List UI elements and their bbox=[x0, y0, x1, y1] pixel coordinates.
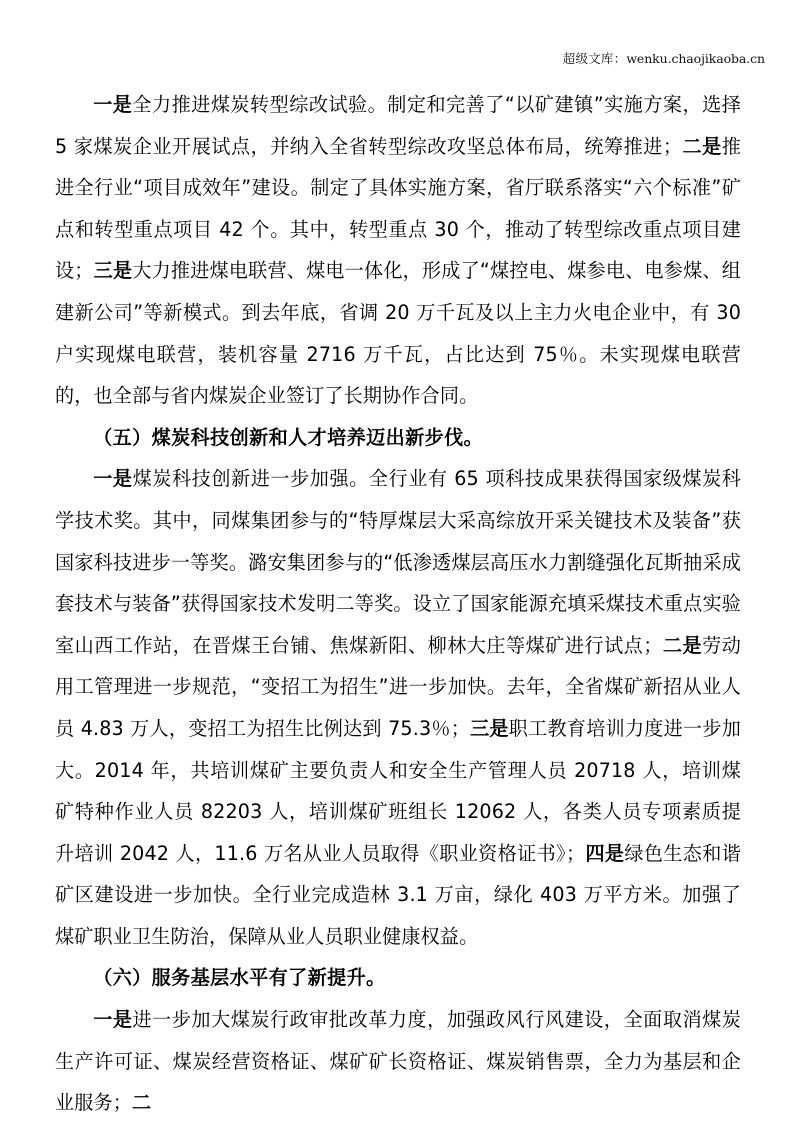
enumerator-label: 一是 bbox=[93, 467, 133, 491]
document-body bbox=[55, 84, 741, 1124]
body-text-run: 绿色生态和谐矿区建设进一步加快。全行业完成造林 3.1 万亩，绿化 403 万平方米。加强了煤矿职业卫生防治，保障从业人员职业健康权益。 bbox=[55, 841, 741, 948]
header-url: wenku.chaojikaoba.cn bbox=[626, 51, 765, 66]
paragraph-coal-transformation bbox=[55, 84, 741, 417]
body-text-run: 职工教育培训力度进一步加大。2014 年，共培训煤矿主要负责人和安全生产管理人员 20718 人，培训煤矿特种作业人员 82203 人，培训煤矿班组长 12062 人，各类人员专项素质提升培训 2042 人，11.6 万名从业人员取得《职业资格证书》； bbox=[55, 716, 741, 865]
body-text-run: 进一步加大煤炭行政审批改革力度，加强政风行风建设，全面取消煤炭生产许可证、煤炭经营资格证、煤矿矿长资格证、煤炭销售票，全力为基层和企业服务； bbox=[55, 1008, 741, 1115]
paragraph-science-talent bbox=[55, 458, 741, 957]
enumerator-label: 二 bbox=[131, 1091, 152, 1115]
header-label: 超级文库： bbox=[562, 51, 627, 66]
enumerator-label: 四是 bbox=[585, 841, 625, 865]
page-running-header bbox=[305, 50, 765, 68]
enumerator-label: 二是 bbox=[682, 134, 722, 158]
body-text-run: 大力推进煤电联营、煤电一体化，形成了“煤控电、煤参电、电参煤、组建新公司”等新模式。到去年底，省调 20 万千瓦及以上主力火电企业中，有 30 户实现煤电联营，装机容量 2716 万千瓦，占比达到 75％。未实现煤电联营的，也全部与省内煤炭企业签订了长期协作合同。 bbox=[55, 259, 741, 408]
body-text-run: 劳动用工管理进一步规范，“变招工为招生”进一步加快。去年，全省煤矿新招从业人员 4.83 万人，变招工为招生比例达到 75.3％； bbox=[55, 633, 741, 740]
enumerator-label: 一是 bbox=[93, 1008, 133, 1032]
body-text-run: 全力推进煤炭转型综改试验。制定和完善了“以矿建镇”实施方案，选择 5 家煤炭企业开展试点，并纳入全省转型综改攻坚总体布局，统筹推进； bbox=[55, 93, 741, 158]
heading-text: （六）服务基层水平有了新提升。 bbox=[93, 966, 386, 990]
heading-section-six bbox=[55, 957, 741, 999]
heading-section-five bbox=[55, 417, 741, 459]
paragraph-grassroots-service bbox=[55, 999, 741, 1124]
enumerator-label: 三是 bbox=[469, 716, 509, 740]
enumerator-label: 三是 bbox=[93, 259, 133, 283]
enumerator-label: 二是 bbox=[662, 633, 703, 657]
enumerator-label: 一是 bbox=[93, 93, 133, 116]
body-text-run: 煤炭科技创新进一步加强。全行业有 65 项科技成果获得国家级煤炭科学技术奖。其中，同煤集团参与的“特厚煤层大采高综放开采关键技术及装备”获国家科技进步一等奖。潞安集团参与的“低渗透煤层高压水力割缝强化瓦斯抽采成套技术与装备”获得国家技术发明二等奖。设立了国家能源充填采煤技术重点实验室山西工作站，在晋煤王台铺、焦煤新阳、柳林大庄等煤矿进行试点； bbox=[55, 467, 741, 657]
heading-text: （五）煤炭科技创新和人才培养迈出新步伐。 bbox=[93, 425, 484, 449]
body-text-run: 推进全行业“项目成效年”建设。制定了具体实施方案，省厅联系落实“六个标准”矿点和转型重点项目 42 个。其中，转型重点 30 个，推动了转型综改重点项目建设； bbox=[55, 134, 741, 283]
